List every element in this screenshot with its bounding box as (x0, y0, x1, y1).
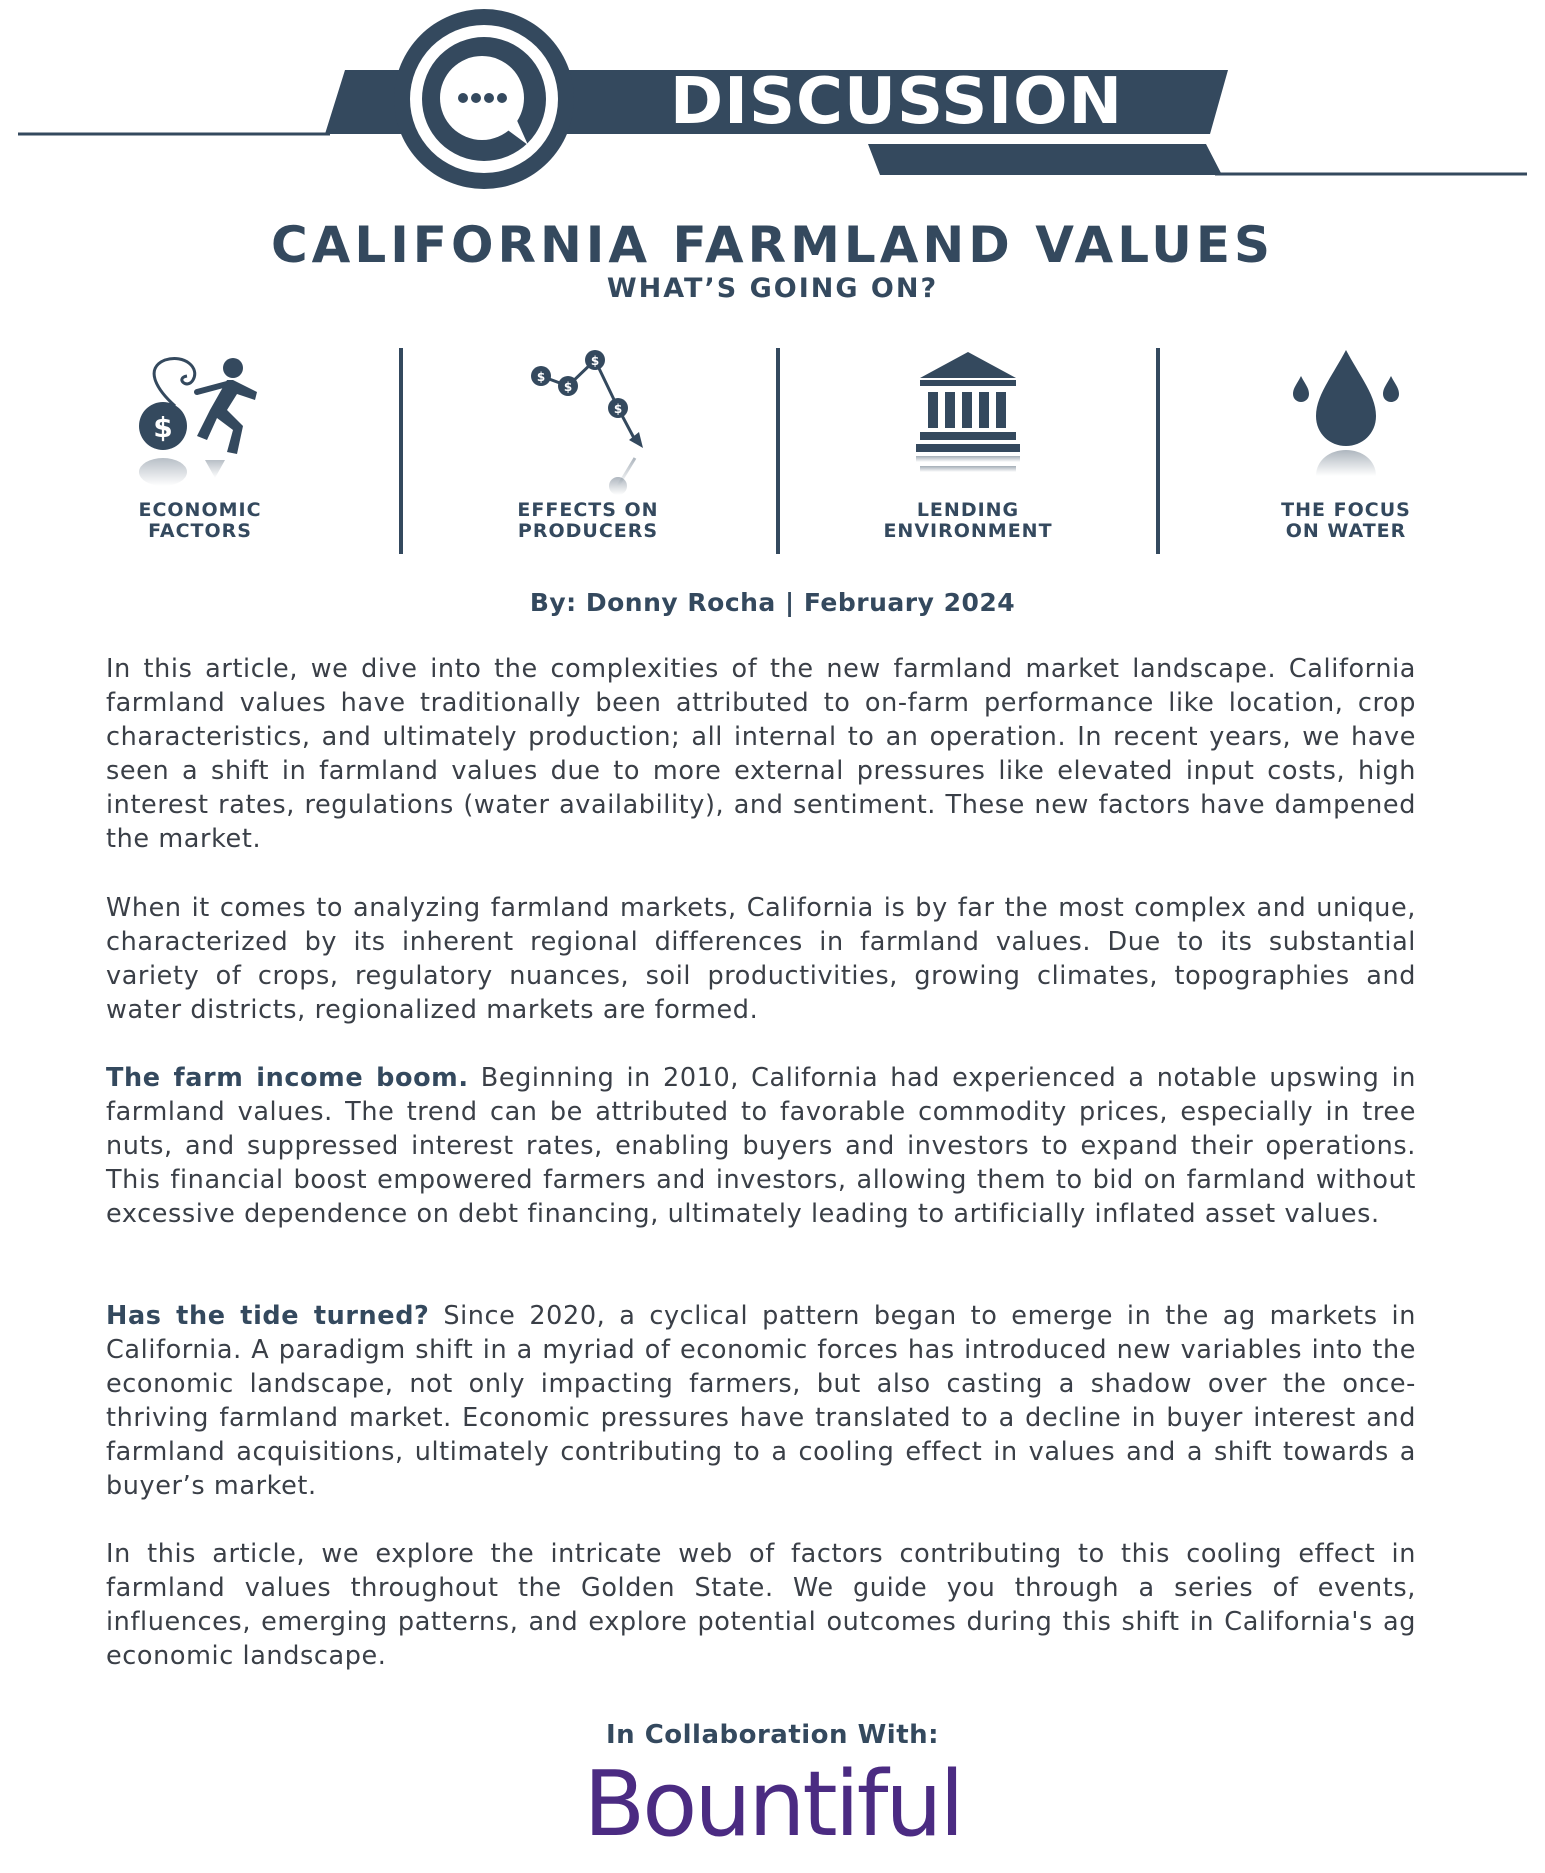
paragraph-lead: The farm income boom. (106, 1063, 469, 1093)
article-paragraph (106, 1299, 1416, 1503)
paragraph-lead: Has the tide turned? (106, 1301, 430, 1331)
feature-label: LENDING ENVIRONMENT (883, 499, 1053, 542)
banner-title: DISCUSSION (670, 65, 1124, 139)
page-subtitle: WHAT’S GOING ON? (606, 273, 939, 304)
article-paragraph (106, 1061, 1416, 1231)
feature-focus-on-water (1156, 340, 1536, 560)
svg-text:$: $ (153, 411, 173, 444)
svg-text:$: $ (613, 402, 623, 416)
ball-and-chain-dollar-icon (115, 348, 285, 498)
water-drop-icon (1261, 348, 1431, 498)
byline: By: Donny Rocha | February 2024 (529, 588, 1016, 617)
bank-building-icon (883, 348, 1053, 498)
article-paragraph: In this article, we explore the intricate web of factors contributing to this cooling effect in farmland values throughout the Golden State. We guide you through a series of events, influences, emerging patterns, and explore potential outcomes during this shift in California's ag economic landscape. (106, 1539, 1416, 1671)
bountiful-logo: Bountiful (583, 1752, 962, 1857)
feature-label: THE FOCUS ON WATER (1281, 499, 1411, 542)
feature-label: EFFECTS ON PRODUCERS (517, 499, 659, 542)
feature-label: ECONOMIC FACTORS (138, 499, 262, 542)
svg-text:$: $ (536, 370, 546, 384)
paragraph-body: Since 2020, a cyclical pattern began to emerge in the ag markets in California. A paradigm shift in a myriad of economic forces has introduced new variables into the economic landscape, not only impacting farmers, but also casting a shadow over the once-thriving farmland market. Economic pressures have translated to a decline in buyer interest and farmland acquisitions, ultimately contributing to a cooling effect in values and a shift towards a buyer’s market. (106, 1301, 1416, 1501)
svg-text:$: $ (563, 380, 573, 394)
feature-effects-on-producers (398, 340, 778, 560)
paragraph-body: Beginning in 2010, California had experienced a notable upswing in farmland values. The trend can be attributed to favorable commodity prices, especially in tree nuts, and suppressed interest rates, enabling buyers and investors to expand their operations. This financial boost empowered farmers and investors, allowing them to bid on farmland without excessive dependence on debt financing, ultimately leading to artificially inflated asset values. (106, 1063, 1417, 1229)
article-paragraph: When it comes to analyzing farmland markets, California is by far the most complex and unique, characterized by its inherent regional differences in farmland values. Due to its substantial variety of crops, regulatory nuances, soil productivities, growing climates, topographies and water districts, regionalized markets are formed. (106, 893, 1416, 1025)
declining-dollar-graph-icon (503, 348, 673, 498)
feature-lending-environment (778, 340, 1158, 560)
discussion-banner (0, 0, 1545, 200)
feature-economic-factors (10, 340, 390, 560)
article-paragraph: In this article, we dive into the complexities of the new farmland market landscape. California farmland values have traditionally been attributed to on-farm performance like location, crop characteristics, and ultimately production; all internal to an operation. In recent years, we have seen a shift in farmland values due to more external pressures like elevated input costs, high interest rates, regulations (water availability), and sentiment. These new factors have dampened the market. (106, 654, 1416, 854)
svg-text:$: $ (590, 354, 600, 368)
page-title: CALIFORNIA FARMLAND VALUES (270, 216, 1275, 274)
collaboration-label: In Collaboration With: (605, 1720, 940, 1750)
